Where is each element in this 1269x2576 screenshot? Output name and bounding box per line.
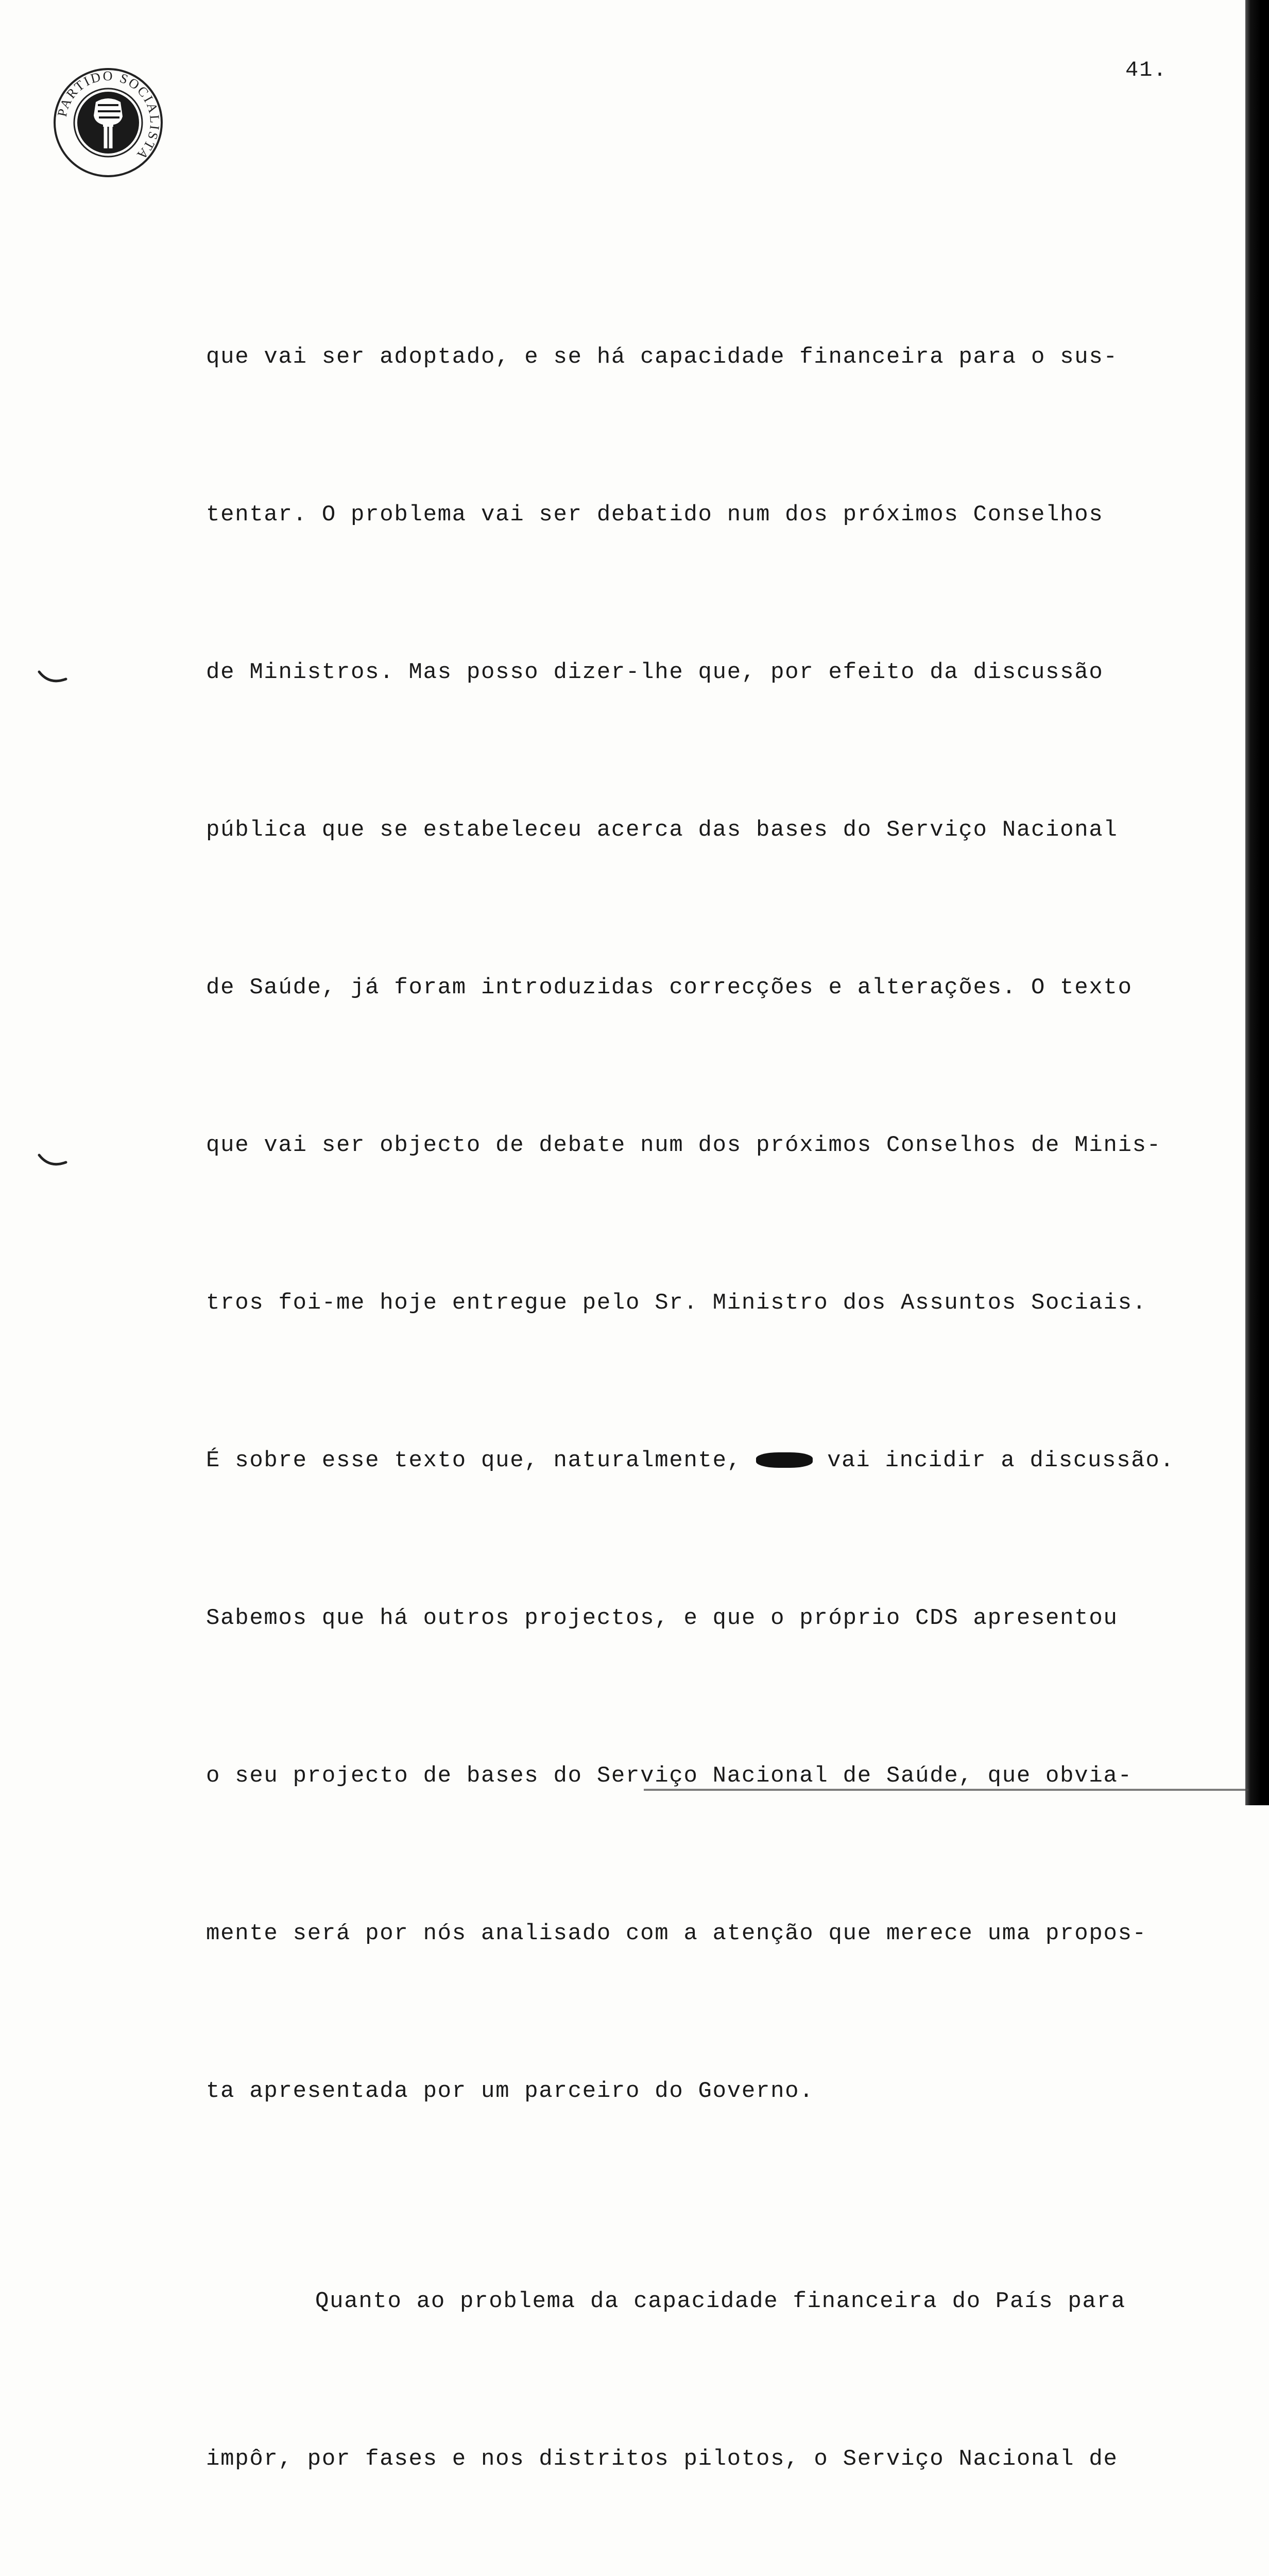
scan-bottom-edge <box>644 1789 1248 1791</box>
svg-text:PARTIDO SOCIALISTA: PARTIDO SOCIALISTA <box>54 68 163 164</box>
text-line: que vai ser adoptado, e se há capacidade financeira para o sus- <box>206 344 1118 370</box>
text-line: Sabemos que há outros projectos, e que o próprio CDS apresentou <box>206 1605 1118 1631</box>
scan-edge-shadow <box>1245 0 1269 1805</box>
page-number: 41. <box>1125 58 1168 82</box>
ink-blot <box>756 1452 813 1468</box>
text-line: de Saúde, já foram introduzidas correcções e alterações. O texto <box>206 975 1133 1001</box>
text-line: impôr, por fases e nos distritos pilotos, o Serviço Nacional de <box>206 2446 1118 2472</box>
text-line: tentar. O problema vai ser debatido num dos próximos Conselhos <box>206 502 1104 528</box>
text-line: ta apresentada por um parceiro do Governo. <box>206 2078 814 2104</box>
text-line: tros foi-me hoje entregue pelo Sr. Ministro dos Assuntos Sociais. <box>206 1290 1147 1316</box>
text-line: que vai ser objecto de debate num dos próximos Conselhos de Minis- <box>206 1132 1161 1158</box>
raised-fist-icon <box>77 92 139 154</box>
text-line: Quanto ao problema da capacidade financeira do País para <box>315 2289 1126 2314</box>
margin-punch-mark <box>37 670 68 685</box>
text-line: pública que se estabeleceu acerca das bases do Serviço Nacional <box>206 817 1118 843</box>
text-line: de Ministros. Mas posso dizer-lhe que, por efeito da discussão <box>206 659 1104 685</box>
margin-punch-mark <box>37 1153 68 1168</box>
party-logo <box>52 66 165 179</box>
text-line: É sobre esse texto que, naturalmente, vai incidir a discussão. <box>206 1448 1175 1473</box>
text-line: o seu projecto de bases do Serviço Nacional de Saúde, que obvia- <box>206 1763 1133 1789</box>
text-line: mente será por nós analisado com a atenção que merece uma propos- <box>206 1921 1147 1946</box>
body-text <box>206 226 1226 2576</box>
